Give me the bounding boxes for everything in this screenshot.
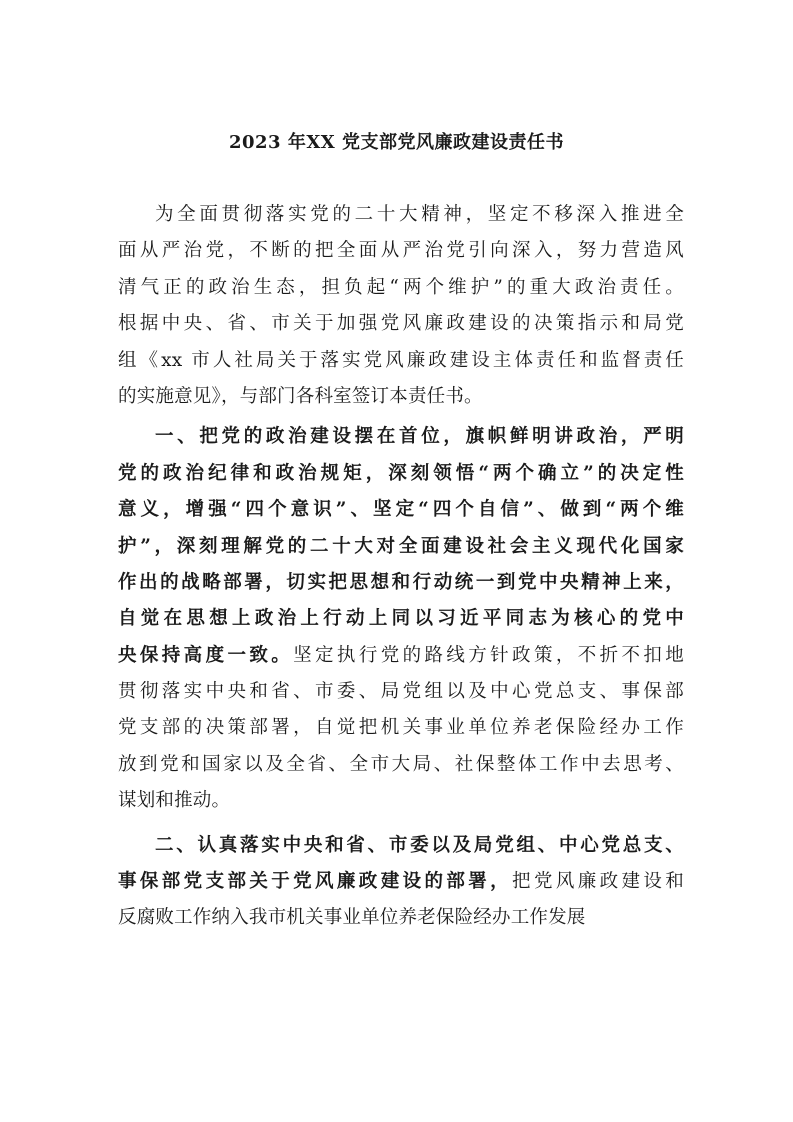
text-line: [118, 638, 684, 674]
text-line: [118, 379, 684, 415]
bold-text-run: 党的政治纪律和政治规矩，深刻领悟“两个确立”的决定性: [118, 462, 684, 484]
text-line: [118, 419, 684, 455]
bold-text-run: 护”，深刻理解党的二十大对全面建设社会主义现代化国家: [118, 535, 684, 557]
text-run: 谋划和推动。: [118, 790, 231, 812]
bold-text-run: 作出的战略部署，切实把思想和行动统一到党中央精神上来，: [118, 571, 684, 593]
bold-text-run: 一、把党的政治建设摆在首位，旗帜鲜明讲政治，严明: [155, 426, 684, 448]
text-run: 放到党和国家以及全省、全市大局、社保整体工作中去思考、: [118, 753, 684, 775]
text-line: [118, 710, 684, 746]
text-line: [118, 828, 684, 864]
bold-text-run: 二、认真落实中央和省、市委以及局党组、中心党总支、: [155, 834, 684, 856]
text-line: [118, 747, 684, 783]
text-line: [118, 529, 684, 565]
paragraph-gap: [118, 820, 684, 828]
text-line: [118, 233, 684, 269]
paragraph: [118, 197, 684, 415]
text-line: [118, 492, 684, 528]
text-line: [118, 601, 684, 637]
bold-text-run: 事保部党支部关于党风廉政建设的部署，: [118, 871, 513, 893]
text-line: [118, 864, 684, 900]
paragraph: [118, 828, 684, 937]
bold-text-run: 自觉在思想上政治上行动上同以习近平同志为核心的党中: [118, 608, 684, 630]
document-title: 2023 年XX 党支部党风廉政建设责任书: [228, 132, 565, 153]
text-line: [118, 343, 684, 379]
text-line: [118, 783, 684, 819]
text-line: [118, 674, 684, 710]
text-run: 为全面贯彻落实党的二十大精神，坚定不移深入推进全: [155, 204, 684, 225]
text-run: 根据中央、省、市关于加强党风廉政建设的决策指示和局党: [118, 313, 684, 335]
text-line: [118, 270, 684, 306]
text-line: [118, 456, 684, 492]
text-run: 党支部的决策部署，自觉把机关事业单位养老保险经办工作: [118, 717, 684, 739]
text-run: 坚定执行党的路线方针政策，不折不扣地: [293, 644, 684, 666]
paragraph: [118, 419, 684, 819]
text-run: 面从严治党，不断的把全面从严治党引向深入，努力营造风: [118, 240, 684, 262]
text-run: 的实施意见》，与部门各科室签订本责任书。: [118, 385, 483, 407]
text-run: 反腐败工作纳入我市机关事业单位养老保险经办工作发展: [118, 907, 586, 929]
text-run: 清气正的政治生态，担负起“两个维护”的重大政治责任。: [118, 276, 684, 298]
bold-text-run: 意义，增强“四个意识”、坚定“四个自信”、做到“两个维: [118, 499, 684, 521]
document-body: [118, 197, 684, 937]
text-line: [118, 306, 684, 342]
text-line: [118, 900, 684, 936]
text-run: 把党风廉政建设和: [512, 871, 684, 893]
text-line: [118, 565, 684, 601]
bold-text-run: 央保持高度一致。: [118, 644, 294, 666]
text-run: 组《xx 市人社局关于落实党风廉政建设主体责任和监督责任: [118, 349, 684, 371]
text-run: 贯彻落实中央和省、市委、局党组以及中心党总支、事保部: [118, 681, 684, 703]
text-line: [118, 197, 684, 233]
